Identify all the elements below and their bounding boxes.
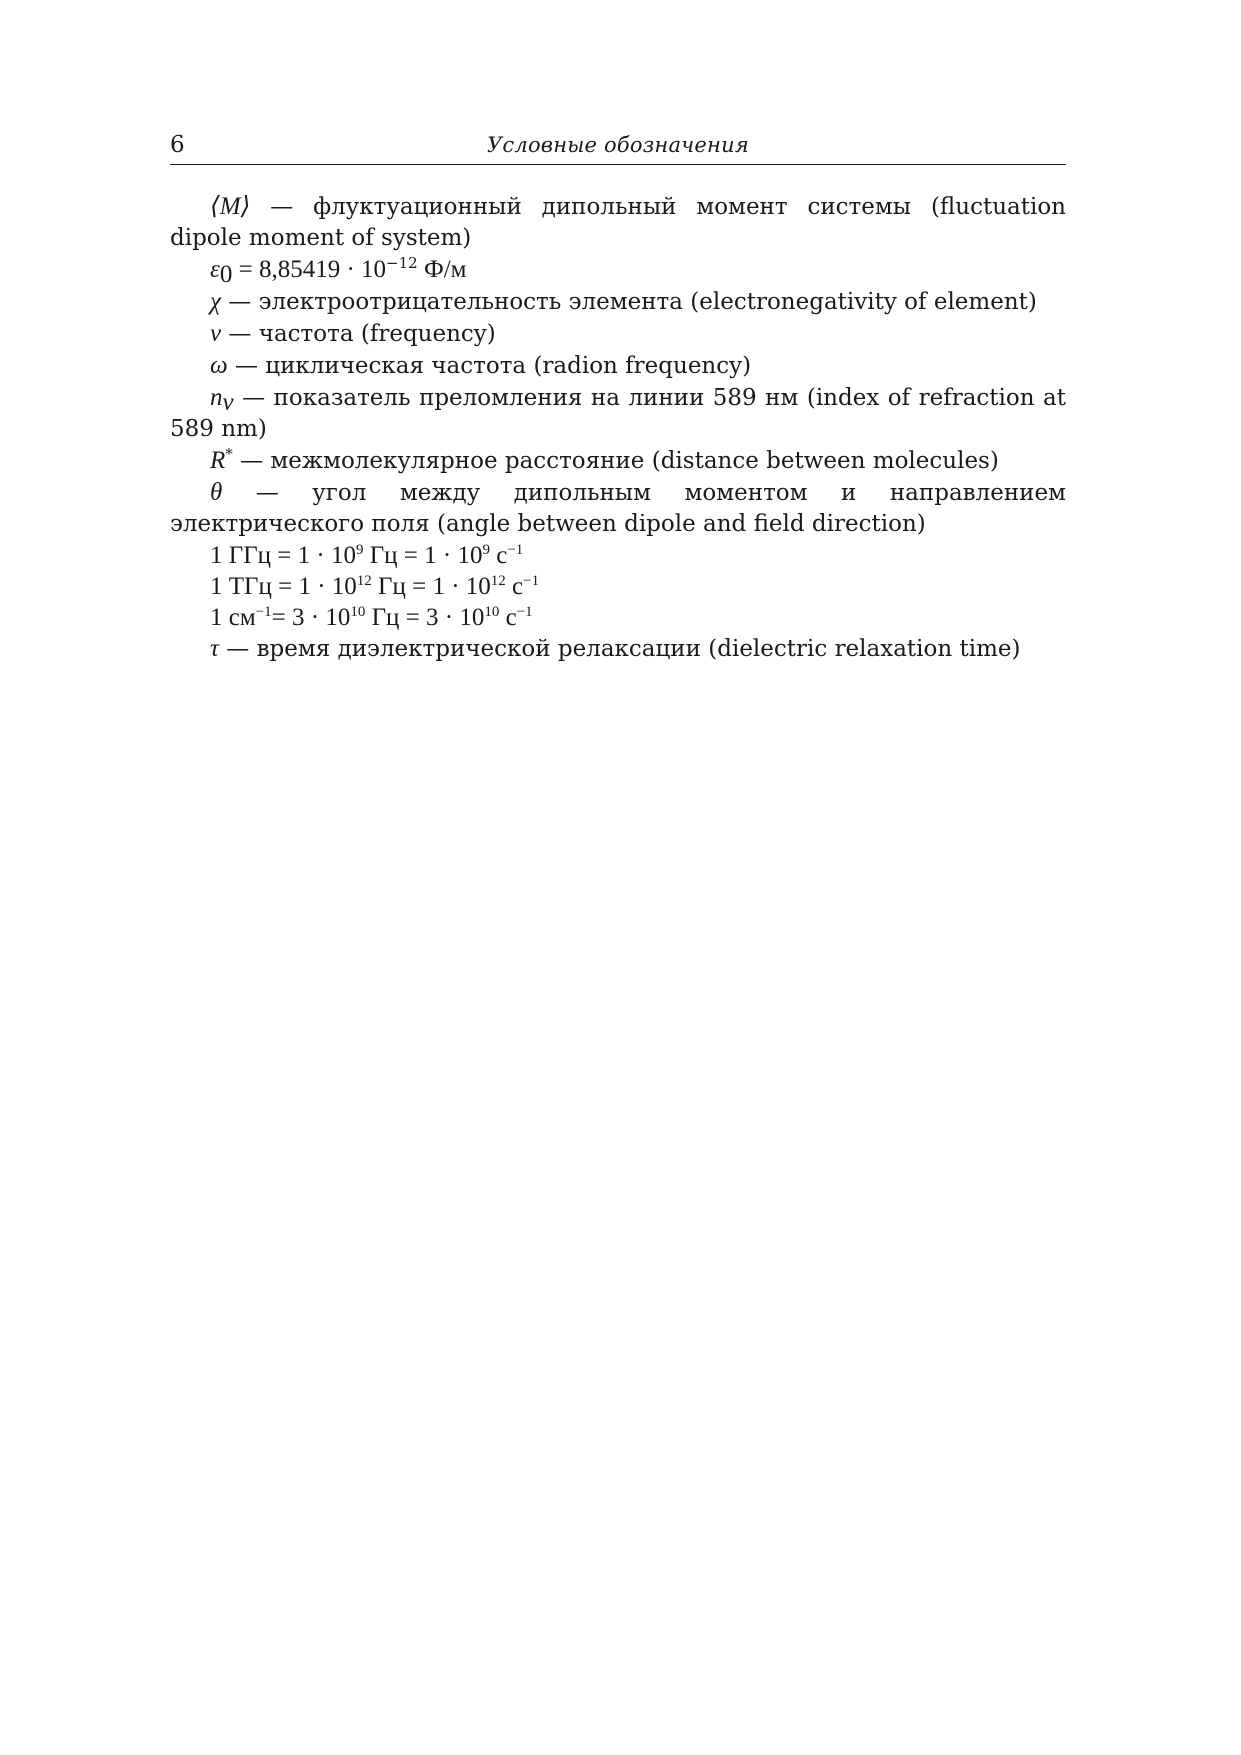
document-page [170, 130, 1066, 665]
definition: — частота (frequency) [221, 321, 496, 347]
symbol: θ [210, 479, 223, 506]
symbol: ν [210, 320, 222, 347]
definition: — время диэлектрической релаксации (dielectric relaxation time) [218, 636, 1021, 662]
notation-entry-refractive-index [170, 382, 1066, 445]
conversion-part: 1 ГГц = 1 · 10 [210, 542, 356, 569]
exponent: 9 [355, 542, 364, 558]
exponent: 12 [490, 573, 506, 589]
symbol: ε [210, 256, 220, 283]
symbol: n [210, 384, 223, 411]
notation-list [170, 191, 1066, 665]
symbol: ⟨M⟩ [210, 193, 251, 220]
exponent: 12 [356, 573, 372, 589]
exponent: −1 [516, 604, 533, 620]
notation-entry-cyclic-frequency [170, 350, 1066, 382]
conversion-part: Гц = 1 · 10 [363, 542, 483, 569]
formula: = 8,85419 · 10 [232, 256, 387, 283]
unit: Ф/м [417, 256, 467, 283]
exponent: 10 [484, 604, 500, 620]
definition: — показатель преломления на линии 589 нм (index of refraction at 589 nm) [170, 385, 1066, 442]
conversion-part: Гц = 3 · 10 [365, 604, 485, 631]
notation-entry-intermolecular-distance [170, 445, 1066, 477]
exponent: −1 [507, 542, 524, 558]
symbol: τ [210, 635, 219, 662]
symbol: χ [210, 288, 221, 315]
running-title: Условные обозначения [487, 133, 749, 157]
definition: — флуктуационный дипольный момент системы (fluctuation dipole moment of system) [170, 194, 1066, 251]
conversion-part: с [499, 604, 517, 631]
notation-entry-relaxation-time [170, 633, 1066, 665]
conversion-ghz [170, 540, 1066, 571]
conversion-part: 1 см [210, 604, 256, 631]
symbol-subscript: 0 [219, 261, 233, 288]
definition: — электроотрицательность элемента (electronegativity of element) [221, 289, 1037, 315]
definition: — циклическая частота (radion frequency) [227, 353, 752, 379]
conversion-part: с [489, 542, 508, 569]
conversion-part: Гц = 1 · 10 [371, 573, 491, 600]
notation-entry-frequency [170, 318, 1066, 350]
conversion-part: с [505, 573, 524, 600]
conversion-wavenumber [170, 602, 1066, 633]
notation-entry-electronegativity [170, 286, 1066, 318]
definition: — межмолекулярное расстояние (distance between molecules) [232, 448, 999, 474]
symbol: ω [210, 352, 228, 379]
page-number: 6 [170, 132, 185, 158]
exponent: 10 [350, 604, 366, 620]
exponent: −1 [523, 573, 540, 589]
symbol-superscript: * [225, 445, 233, 463]
conversion-part: = 3 · 10 [271, 604, 351, 631]
notation-entry-dipole-moment [170, 191, 1066, 254]
exponent: 9 [482, 542, 490, 558]
exponent: −1 [255, 604, 272, 620]
symbol-subscript: ν [222, 389, 234, 416]
symbol: R [210, 447, 226, 474]
definition: — угол между дипольным моментом и направлением электрического поля (angle between dipole and field direction) [170, 480, 1066, 537]
conversion-part: 1 ТГц = 1 · 10 [210, 573, 357, 600]
notation-entry-vacuum-permittivity [170, 254, 1066, 286]
running-head [170, 130, 1066, 165]
notation-entry-angle [170, 477, 1066, 540]
exponent: −12 [386, 254, 418, 272]
conversion-thz [170, 571, 1066, 602]
